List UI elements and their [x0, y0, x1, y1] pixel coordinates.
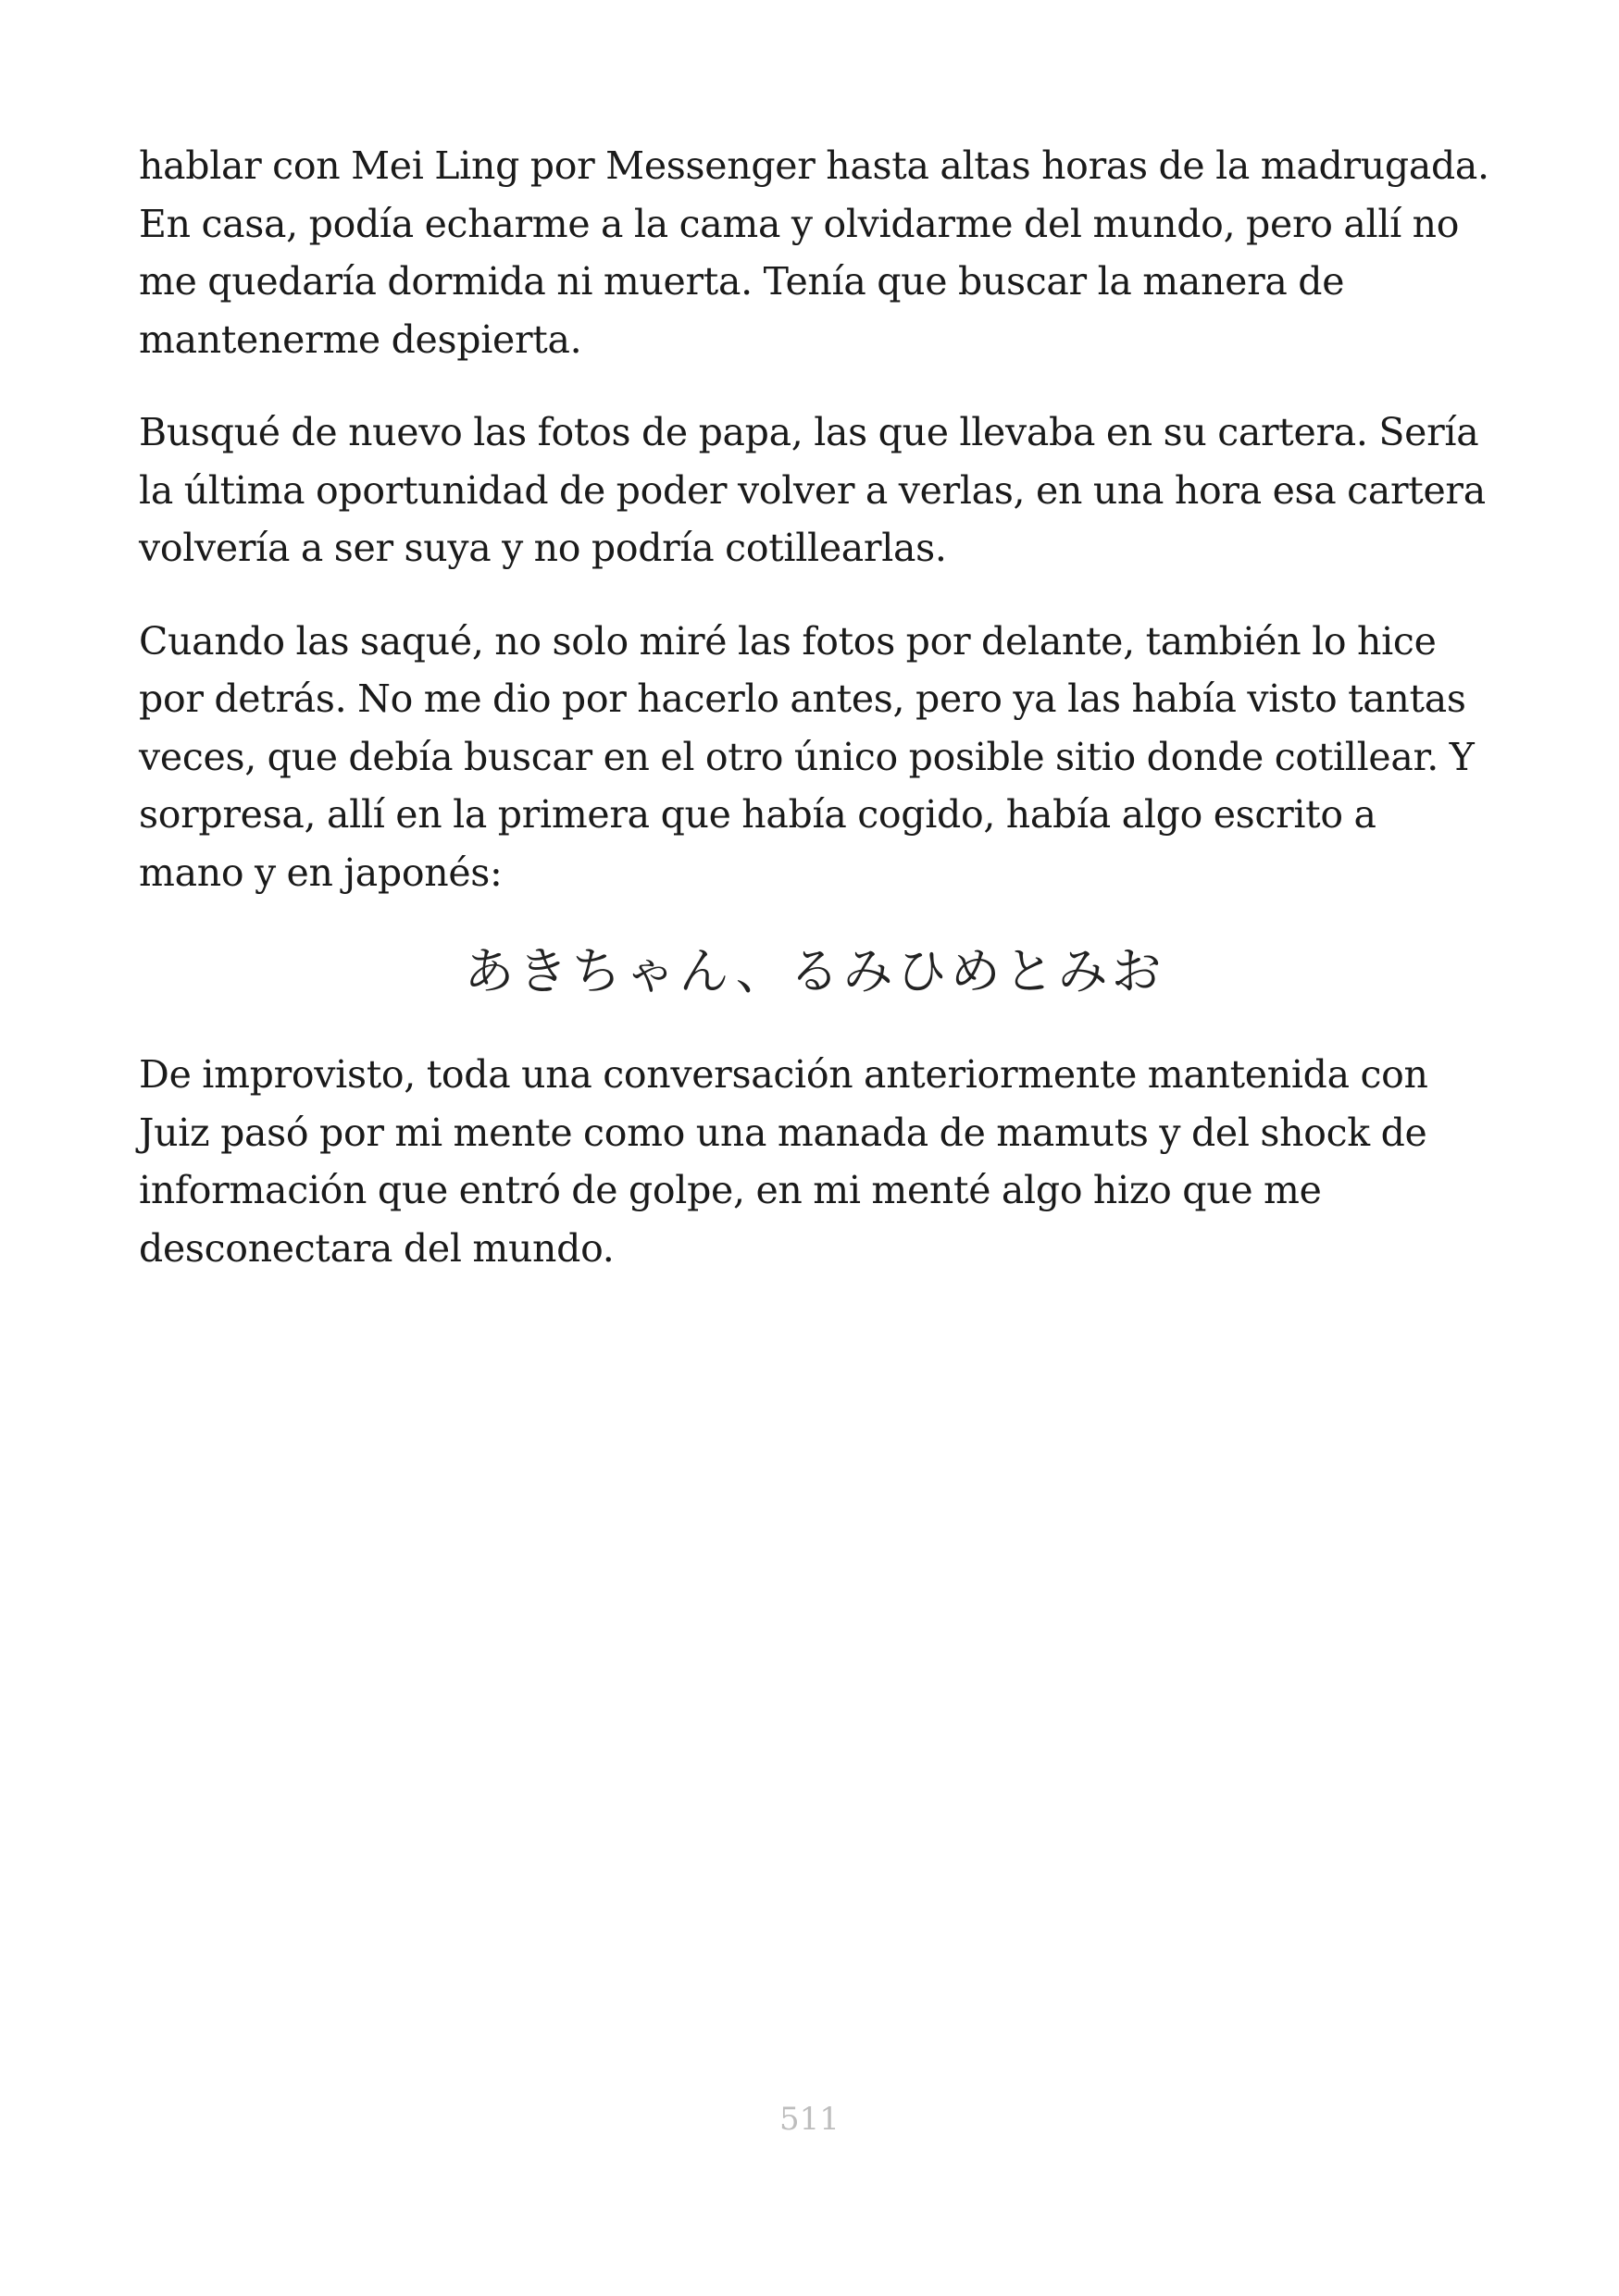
japanese-inscription: あきちゃん、るみひめとみお [464, 942, 1165, 1000]
paragraph-3: Cuando las saqué, no solo miré las fotos por delante, también lo hice por detrás. No me dio por hacerlo antes, pero ya las había visto tantas veces, que debía buscar en el otro único posible sitio donde cotillear. Y sorpresa, allí en la primera que había cogido, había algo escrito a mano y en japonés: [139, 618, 1475, 895]
paragraph-2: Busqué de nuevo las fotos de papa, las que llevaba en su cartera. Sería la última oportunidad de poder volver a verlas, en una hora esa cartera volvería a ser suya y no podría cotillearlas. [139, 410, 1486, 570]
body-text [139, 137, 1490, 1312]
paragraph-4: De improvisto, toda una conversación anteriormente mantenida con Juiz pasó por mi mente como una manada de mamuts y del shock de información que entró de golpe, en mi menté algo hizo que me desconectara del mundo. [139, 1052, 1428, 1271]
page-number: 511 [779, 2101, 840, 2138]
paragraph-1: hablar con Mei Ling por Messenger hasta altas horas de la madrugada. En casa, podía echarme a la cama y olvidarme del mundo, pero allí no me quedaría dormida ni muerta. Tenía que buscar la manera de mantenerme despierta. [139, 143, 1489, 362]
